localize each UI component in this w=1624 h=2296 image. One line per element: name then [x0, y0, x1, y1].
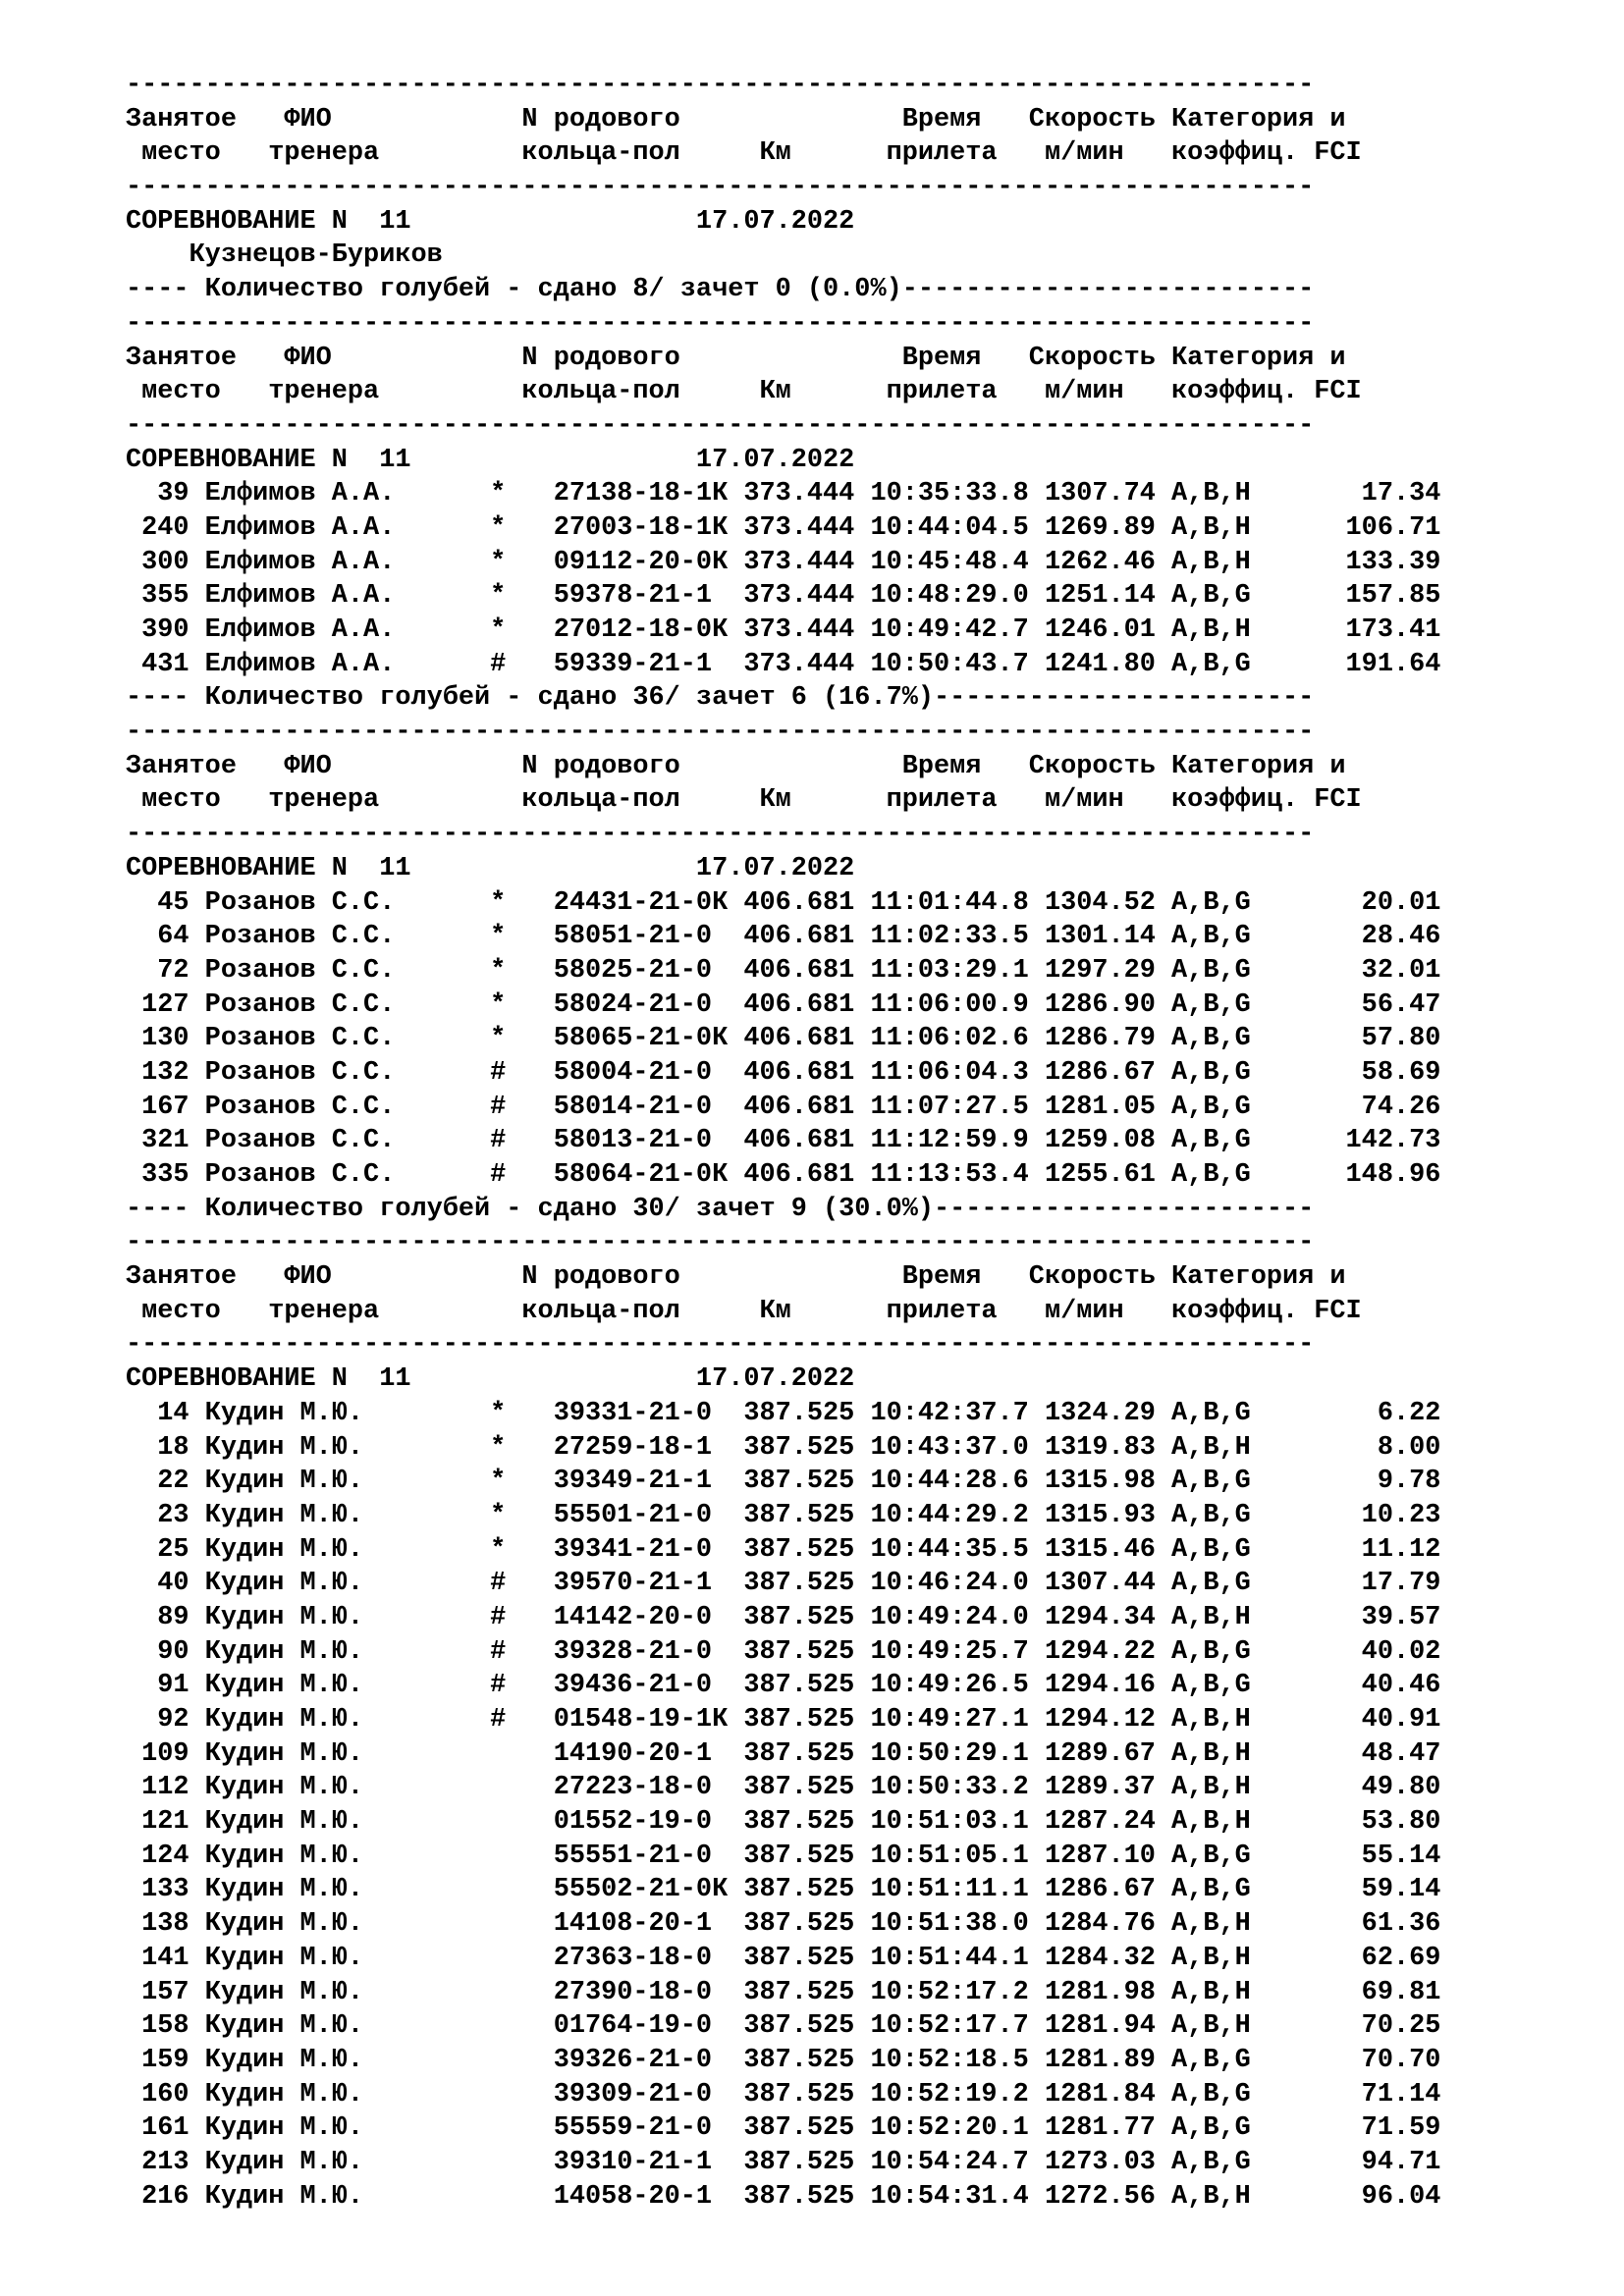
header-labels: Занятое ФИО N родового Время Скорость Категория и — [126, 104, 1346, 134]
header-labels: Занятое ФИО N родового Время Скорость Категория и — [126, 1262, 1346, 1293]
result-row: 160 Кудин М.Ю. 39309-21-0 387.525 10:52:19.2 1281.84 A,B,G 71.14 — [126, 2079, 1441, 2109]
result-row: 22 Кудин М.Ю. * 39349-21-1 387.525 10:44:28.6 1315.98 A,B,G 9.78 — [126, 1467, 1441, 1497]
result-row: 216 Кудин М.Ю. 14058-20-1 387.525 10:54:31.4 1272.56 A,B,H 96.04 — [126, 2181, 1441, 2212]
summary-line: ---- Количество голубей - сдано 30/ зачет 9 (30.0%)------------------------ — [126, 1194, 1315, 1224]
result-row: 161 Кудин М.Ю. 55559-21-0 387.525 10:52:20.1 1281.77 A,B,G 71.59 — [126, 2113, 1441, 2144]
header-labels: Занятое ФИО N родового Время Скорость Категория и — [126, 343, 1346, 373]
separator-line: --------------------------------------------------------------------------- — [126, 308, 1315, 339]
result-row: 300 Елфимов А.А. * 09112-20-0К 373.444 10:45:48.4 1262.46 A,B,H 133.39 — [126, 547, 1441, 577]
result-row: 355 Елфимов А.А. * 59378-21-1 373.444 10:48:29.0 1251.14 A,B,G 157.85 — [126, 581, 1441, 612]
separator-line: --------------------------------------------------------------------------- — [126, 410, 1315, 441]
result-row: 18 Кудин М.Ю. * 27259-18-1 387.525 10:43:37.0 1319.83 A,B,H 8.00 — [126, 1432, 1441, 1463]
result-row: 124 Кудин М.Ю. 55551-21-0 387.525 10:51:05.1 1287.10 A,B,G 55.14 — [126, 1841, 1441, 1871]
summary-line: ---- Количество голубей - сдано 36/ зачет 6 (16.7%)------------------------ — [126, 683, 1315, 714]
result-row: 121 Кудин М.Ю. 01552-19-0 387.525 10:51:03.1 1287.24 A,B,H 53.80 — [126, 1807, 1441, 1838]
result-row: 72 Розанов С.С. * 58025-21-0 406.681 11:03:29.1 1297.29 A,B,G 32.01 — [126, 955, 1441, 986]
competition-title: СОРЕВНОВАНИЕ N 11 17.07.2022 — [126, 206, 855, 237]
result-row: 158 Кудин М.Ю. 01764-19-0 387.525 10:52:17.7 1281.94 A,B,H 70.25 — [126, 2011, 1441, 2042]
trainer-name: Кузнецов-Буриков — [126, 240, 443, 271]
separator-line: --------------------------------------------------------------------------- — [126, 1228, 1315, 1258]
result-row: 141 Кудин М.Ю. 27363-18-0 387.525 10:51:44.1 1284.32 A,B,H 62.69 — [126, 1943, 1441, 1973]
result-row: 138 Кудин М.Ю. 14108-20-1 387.525 10:51:38.0 1284.76 A,B,H 61.36 — [126, 1909, 1441, 1940]
separator-line: --------------------------------------------------------------------------- — [126, 173, 1315, 203]
result-row: 91 Кудин М.Ю. # 39436-21-0 387.525 10:49:26.5 1294.16 A,B,G 40.46 — [126, 1671, 1441, 1701]
result-row: 133 Кудин М.Ю. 55502-21-0К 387.525 10:51:11.1 1286.67 A,B,G 59.14 — [126, 1875, 1441, 1905]
header-subtitles: место тренера кольца-пол Км прилета м/мин коэффиц. FCI — [126, 785, 1362, 816]
header-subtitles: место тренера кольца-пол Км прилета м/мин коэффиц. FCI — [126, 1296, 1362, 1326]
result-row: 321 Розанов С.С. # 58013-21-0 406.681 11:12:59.9 1259.08 A,B,G 142.73 — [126, 1126, 1441, 1156]
result-row: 90 Кудин М.Ю. # 39328-21-0 387.525 10:49:25.7 1294.22 A,B,G 40.02 — [126, 1636, 1441, 1667]
result-row: 39 Елфимов А.А. * 27138-18-1К 373.444 10:35:33.8 1307.74 A,B,H 17.34 — [126, 479, 1441, 509]
result-row: 390 Елфимов А.А. * 27012-18-0К 373.444 10:49:42.7 1246.01 A,B,H 173.41 — [126, 615, 1441, 645]
competition-title: СОРЕВНОВАНИЕ N 11 17.07.2022 — [126, 1364, 855, 1395]
result-row: 240 Елфимов А.А. * 27003-18-1К 373.444 10:44:04.5 1269.89 A,B,H 106.71 — [126, 512, 1441, 543]
header-subtitles: место тренера кольца-пол Км прилета м/мин коэффиц. FCI — [126, 138, 1362, 169]
summary-line: ---- Количество голубей - сдано 8/ зачет 0 (0.0%)-------------------------- — [126, 275, 1315, 305]
result-row: 157 Кудин М.Ю. 27390-18-0 387.525 10:52:17.2 1281.98 A,B,H 69.81 — [126, 1977, 1441, 2007]
result-row: 40 Кудин М.Ю. # 39570-21-1 387.525 10:46:24.0 1307.44 A,B,G 17.79 — [126, 1569, 1441, 1599]
header-subtitles: место тренера кольца-пол Км прилета м/мин коэффиц. FCI — [126, 377, 1362, 407]
separator-line: --------------------------------------------------------------------------- — [126, 1330, 1315, 1361]
result-row: 431 Елфимов А.А. # 59339-21-1 373.444 10:50:43.7 1241.80 A,B,G 191.64 — [126, 649, 1441, 679]
separator-line: --------------------------------------------------------------------------- — [126, 820, 1315, 850]
result-row: 45 Розанов С.С. * 24431-21-0К 406.681 11:01:44.8 1304.52 A,B,G 20.01 — [126, 887, 1441, 918]
separator-line: --------------------------------------------------------------------------- — [126, 718, 1315, 748]
result-row: 109 Кудин М.Ю. 14190-20-1 387.525 10:50:29.1 1289.67 A,B,H 48.47 — [126, 1738, 1441, 1769]
result-row: 64 Розанов С.С. * 58051-21-0 406.681 11:02:33.5 1301.14 A,B,G 28.46 — [126, 922, 1441, 952]
result-row: 112 Кудин М.Ю. 27223-18-0 387.525 10:50:33.2 1289.37 A,B,H 49.80 — [126, 1773, 1441, 1803]
result-row: 335 Розанов С.С. # 58064-21-0К 406.681 11:13:53.4 1255.61 A,B,G 148.96 — [126, 1160, 1441, 1190]
result-row: 25 Кудин М.Ю. * 39341-21-0 387.525 10:44:35.5 1315.46 A,B,G 11.12 — [126, 1534, 1441, 1565]
separator-line: --------------------------------------------------------------------------- — [126, 71, 1315, 100]
header-labels: Занятое ФИО N родового Время Скорость Категория и — [126, 751, 1346, 781]
result-row: 132 Розанов С.С. # 58004-21-0 406.681 11:06:04.3 1286.67 A,B,G 58.69 — [126, 1057, 1441, 1088]
result-row: 167 Розанов С.С. # 58014-21-0 406.681 11:07:27.5 1281.05 A,B,G 74.26 — [126, 1092, 1441, 1122]
result-row: 159 Кудин М.Ю. 39326-21-0 387.525 10:52:18.5 1281.89 A,B,G 70.70 — [126, 2045, 1441, 2075]
result-row: 23 Кудин М.Ю. * 55501-21-0 387.525 10:44:29.2 1315.93 A,B,G 10.23 — [126, 1500, 1441, 1530]
results-report — [126, 69, 1440, 2214]
result-row: 130 Розанов С.С. * 58065-21-0К 406.681 11:06:02.6 1286.79 A,B,G 57.80 — [126, 1024, 1441, 1054]
competition-title: СОРЕВНОВАНИЕ N 11 17.07.2022 — [126, 445, 855, 475]
result-row: 92 Кудин М.Ю. # 01548-19-1К 387.525 10:49:27.1 1294.12 A,B,H 40.91 — [126, 1705, 1441, 1735]
result-row: 14 Кудин М.Ю. * 39331-21-0 387.525 10:42:37.7 1324.29 A,B,G 6.22 — [126, 1398, 1441, 1428]
competition-title: СОРЕВНОВАНИЕ N 11 17.07.2022 — [126, 853, 855, 883]
result-row: 89 Кудин М.Ю. # 14142-20-0 387.525 10:49:24.0 1294.34 A,B,H 39.57 — [126, 1602, 1441, 1632]
result-row: 127 Розанов С.С. * 58024-21-0 406.681 11:06:00.9 1286.90 A,B,G 56.47 — [126, 989, 1441, 1020]
result-row: 213 Кудин М.Ю. 39310-21-1 387.525 10:54:24.7 1273.03 A,B,G 94.71 — [126, 2147, 1441, 2177]
